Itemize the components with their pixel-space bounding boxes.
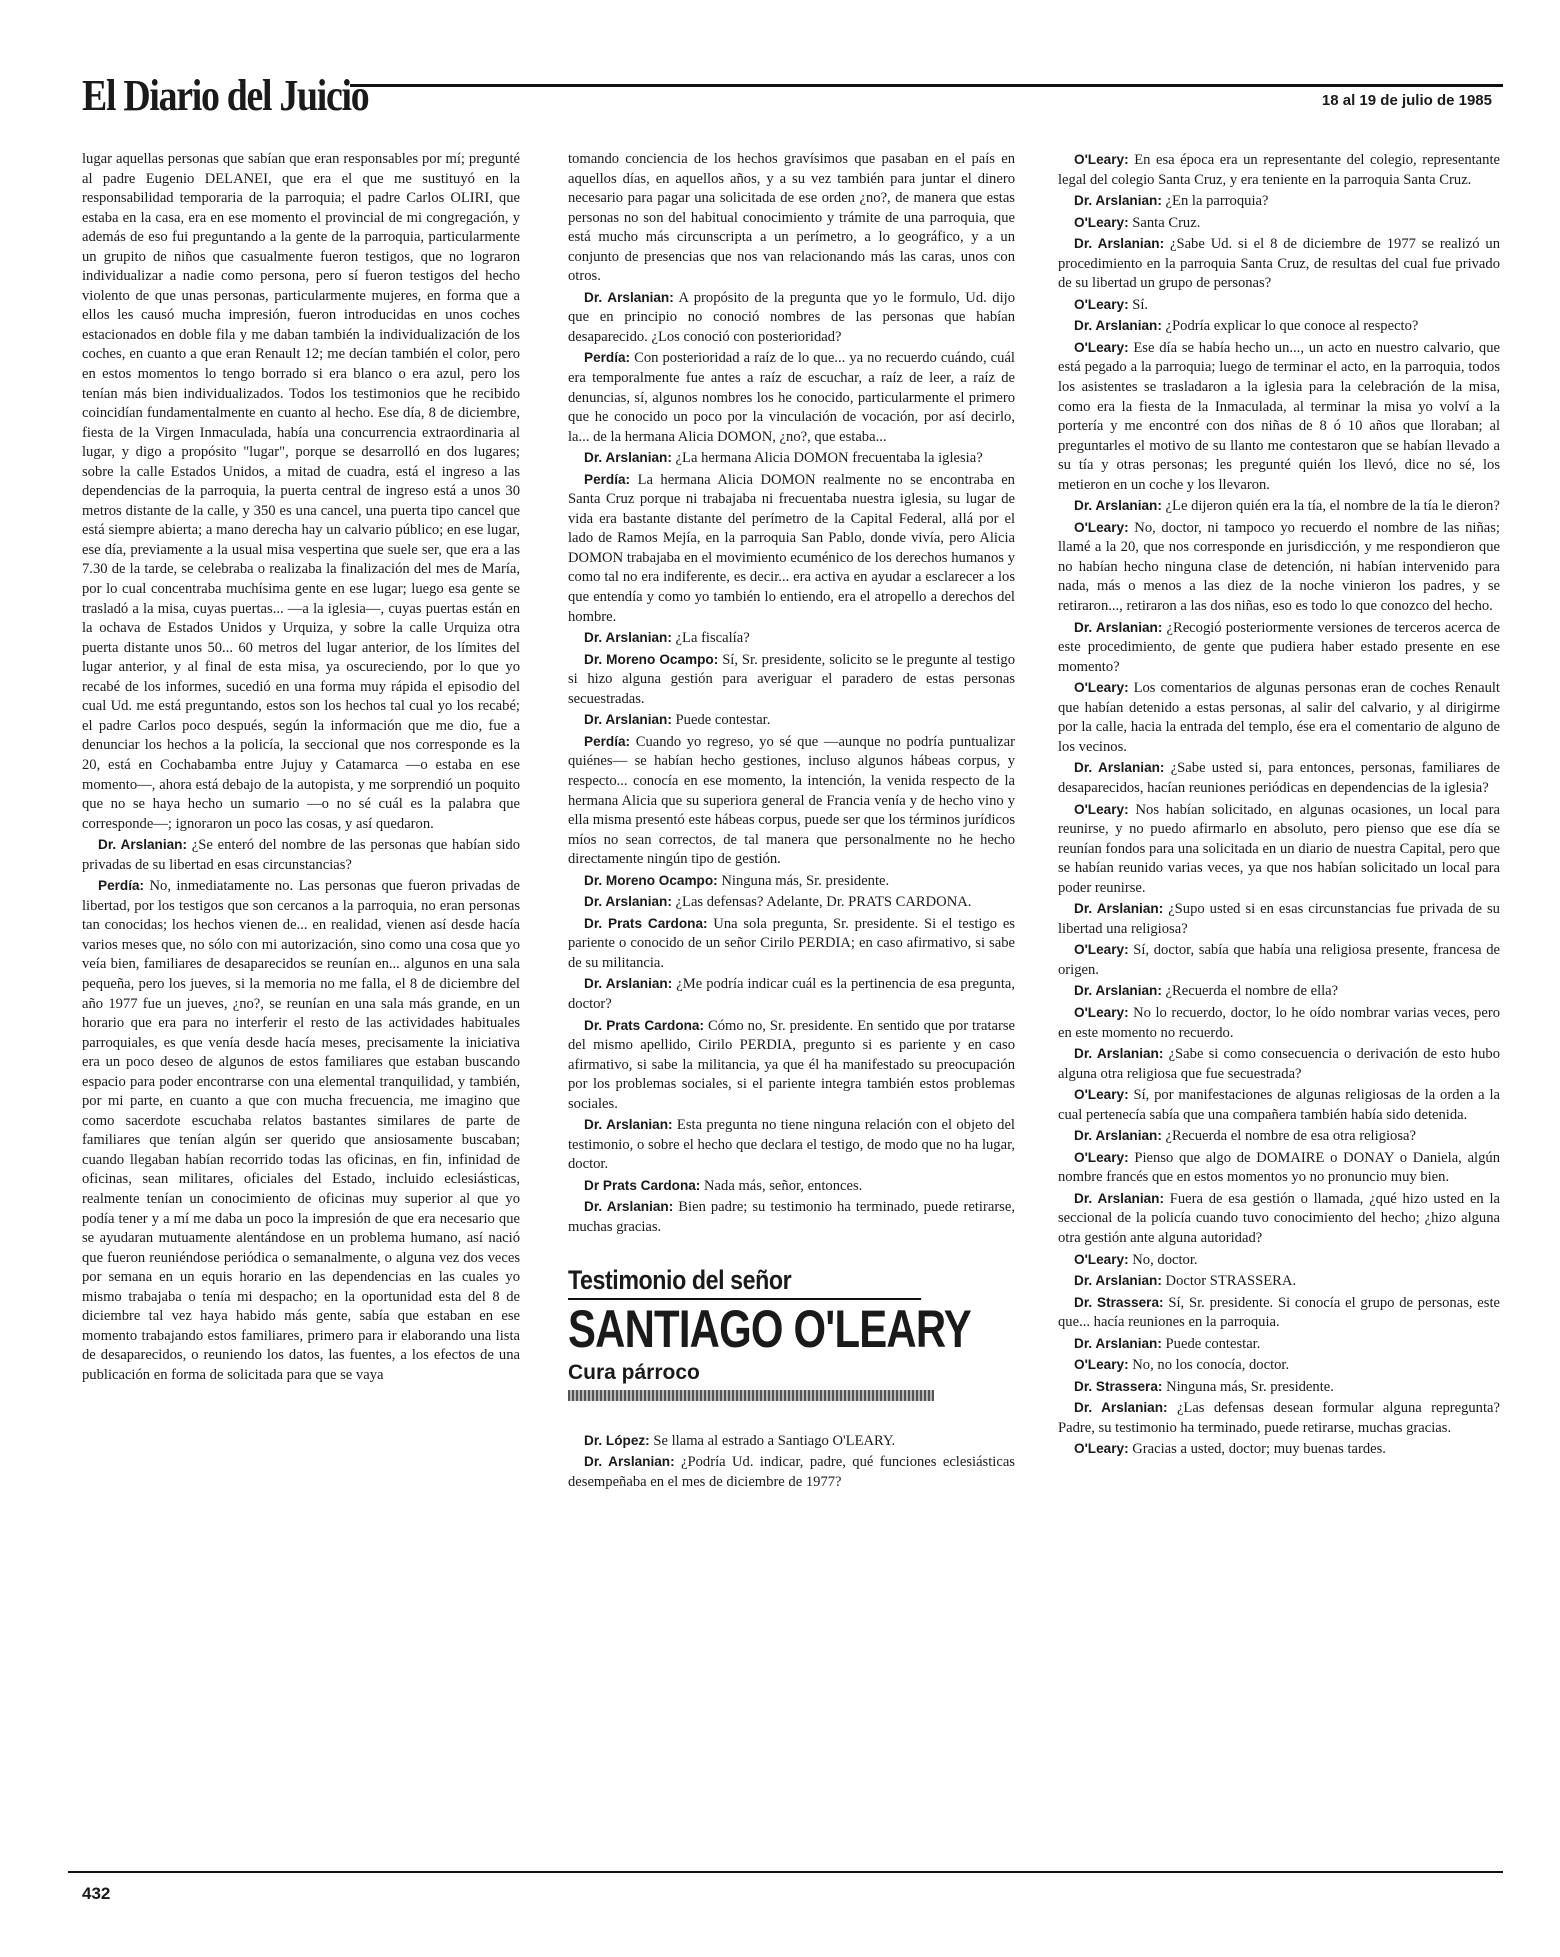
paragraph-text: ¿Las defensas? Adelante, Dr. PRATS CARDONA. — [675, 894, 972, 911]
paragraph — [568, 871, 1015, 892]
masthead: El Diario del Juicio — [82, 71, 369, 120]
paragraph-text: No, doctor, ni tampoco yo recuerdo el nombre de las niñas; llamé a la 20, que nos corresponde en jurisdicción, y me respondieron que no habían hecho ninguna clase de detención, ni habían intervenido para nada, más o menos a las diez de la noche vinieron los padres, y se retiraron..., retiraron a las dos niñas, eso es todo lo que conozco del hecho. — [1058, 519, 1500, 615]
speaker-name: Dr. Arslanian: — [584, 976, 673, 992]
paragraph-text: Bien padre; su testimonio ha terminado, puede retirarse, muchas gracias. — [568, 1199, 1015, 1235]
paragraph — [1058, 800, 1500, 899]
speaker-name: Dr. Arslanian: — [584, 1199, 674, 1215]
paragraph — [1058, 618, 1500, 678]
speaker-name: O'Leary: — [1074, 1251, 1129, 1267]
paragraph — [1058, 1085, 1500, 1125]
paragraph-text: Nada más, señor, entonces. — [704, 1177, 863, 1194]
speaker-name: Perdía: — [98, 878, 145, 894]
paragraph — [568, 914, 1015, 974]
speaker-name: O'Leary: — [1074, 152, 1129, 167]
paragraph-text: ¿Recuerda el nombre de esa otra religiosa? — [1165, 1128, 1416, 1145]
speaker-name: Dr. Strassera: — [1074, 1294, 1164, 1310]
speaker-name: O'Leary: — [1074, 519, 1129, 535]
speaker-name: Dr Prats Cardona: — [584, 1177, 701, 1193]
paragraph — [1058, 1044, 1500, 1084]
paragraph — [1058, 899, 1500, 939]
paragraph — [1058, 1250, 1500, 1271]
paragraph — [1058, 758, 1500, 798]
paragraph — [1058, 316, 1500, 337]
paragraph-text: No, doctor. — [1132, 1251, 1198, 1268]
paragraph-text: Se llama al estrado a Santiago O'LEARY. — [653, 1432, 896, 1449]
paragraph — [568, 1197, 1015, 1237]
speaker-name: Dr. Arslanian: — [584, 712, 672, 728]
paragraph-text: ¿Se enteró del nombre de las personas que habían sido privadas de su libertad en esas circunstancias? — [82, 837, 520, 873]
paragraph-text: ¿Recuerda el nombre de ella? — [1165, 983, 1339, 1000]
paragraph — [1058, 518, 1500, 617]
paragraph-text: Pienso que algo de DOMAIRE o DONAY o Daniela, algún nombre francés que en estos momentos yo no pronuncio muy bien. — [1058, 1149, 1501, 1186]
paragraph-text: Fuera de esa gestión o llamada, ¿qué hizo usted en la seccional de la policía cuando tuvo conocimiento del hecho; ¿hizo alguna otra gestión ante alguna autoridad? — [1058, 1190, 1501, 1246]
paragraph-text: Sí, por manifestaciones de algunas religiosas de la orden a la cual pertenecía sabía que una compañera también había sido detenida. — [1058, 1087, 1500, 1123]
paragraph — [82, 876, 520, 1385]
paragraph-text: Ninguna más, Sr. presidente. — [721, 872, 890, 889]
speaker-name: Dr. Arslanian: — [1074, 983, 1162, 999]
speaker-name: Dr. Arslanian: — [1074, 498, 1162, 514]
paragraph — [1058, 1334, 1500, 1355]
header-rule — [350, 84, 1503, 87]
paragraph — [568, 710, 1015, 731]
paragraph-text: No lo recuerdo, doctor, lo he oído nombrar varias veces, pero en este momento no recuerdo. — [1058, 1004, 1500, 1041]
column-2 — [568, 150, 1015, 1492]
speaker-name: O'Leary: — [1074, 801, 1129, 817]
speaker-name: Dr. Arslanian: — [1074, 619, 1163, 635]
paragraph-text: ¿Podría explicar lo que conoce al respecto? — [1165, 318, 1419, 335]
speaker-name: Dr. Arslanian: — [1074, 1128, 1162, 1144]
paragraph — [568, 1176, 1015, 1197]
paragraph — [568, 892, 1015, 913]
paragraph-text: lugar aquellas personas que sabían que eran responsables por mí; pregunté al padre Eugenio DELANEI, que era el que me sustituyó en la responsabilidad temporaria de la parroquia; el padre Carlos OLIRI, que estaba en la casa, era en ese momento el provincial de mi congregación, y además de eso fui preguntando a la gente de la parroquia, particularmente un grupito de niños que casualmente fueron testigos, que no lograron individualizar a nadie como persona, pero sí fueron testigos del hecho violento de que unas personas, particularmente mujeres, en forma que a ellos les causó mucha impresión, fueron introducidas en unos coches estacionados en doble fila y me daban también la individualización de los coches, en cuanto a que eran Renault 12; me decían también el color, pero en estos momentos lo tengo borrado si era blanco o era azul, pero los tenían más bien individualizados. Todos los testimonios que he recibido coincidían fundamentalmente en cuanto al hecho. Ese día, 8 de diciembre, fiesta de la Virgen Inmaculada, había una concurrencia extraordinaria al lugar, y digo a propósito "lugar", porque se desarrolló en dos lugares; sobre la calle Estados Unidos, a mitad de cuadra, está el ingreso a las dependencias de la parroquia, la puerta central de ingreso está a unos 30 metros distante de la calle, y 350 es una cancel, una puerta tipo cancel que está siempre abierta; a mano derecha hay un calvario público; en ese lugar, ese día, previamente a la usual misa vespertina que suele ser, que era a las 7.30 de la tarde, se celebraba o realizaba la finalización del mes de María, por lo cual concentraba muchísima gente en ese lugar; luego esa gente se trasladó a la misa, cuyas puertas... —a la iglesia—, cuyas puertas están en la ochava de Estados Unidos y Urquiza, y sobre la calle Urquiza otra puerta distante unos 50... 60 metros del lugar anterior, de los límites del lugar anterior, y al final de esta misa, ya oscureciendo, por lo que yo recabé de los informes, sucedió en una forma muy rápida el episodio del cual Ud. me está preguntando, estos son los hechos tal cual yo los recabé; el padre Carlos poco después, según la información que me dio, fue a denunciar los hechos a la policía, la seccional que nos corresponde es la 20, está en Cochabamba entre Jujuy y Catamarca —o estaba en ese momento—, ahora está debajo de la autopista, y me sorprendió un poquito que no se haya hecho un sumario —o no sé cuál es la palabra que corresponde—; ignoraron un poco las cosas, y así quedaron. — [82, 151, 520, 832]
speaker-name: Perdía: — [584, 733, 631, 749]
paragraph — [1058, 1003, 1500, 1043]
paragraph-text: ¿Me podría indicar cuál es la pertinencia de esa pregunta, doctor? — [568, 976, 1015, 1012]
paragraph-text: Doctor STRASSERA. — [1165, 1273, 1297, 1290]
speaker-name: Dr. Arslanian: — [584, 1117, 673, 1133]
paragraph — [1058, 981, 1500, 1002]
paragraph-text: A propósito de la pregunta que yo le formulo, Ud. dijo que en principio no conoció nombres de las personas que habían desaparecido. ¿Los conoció con posterioridad? — [568, 289, 1015, 345]
paragraph-text: ¿Recogió posteriormente versiones de terceros acerca de este procedimiento, de gente que pudiera haber estado presente en ese momento? — [1058, 619, 1500, 675]
paragraph-text: Ese día se había hecho un..., un acto en nuestro calvario, que está pegado a la parroquia; luego de terminar el acto, en la parroquia, todos los asistentes se trasladaron a la iglesia para la celebración de la misa, como era la fiesta de la Inmaculada, al terminar la misa yo volví a la portería y me encontré con dos niñas de 8 ó 10 años que lloraban; al preguntarles el motivo de su llanto me contestaron que se habían llevado a su tía y otras personas; les pregunté quién los llevó, dice no sé, los metieron en un coche y los llevaron. — [1058, 339, 1500, 493]
paragraph-text: Sí, doctor, sabía que había una religiosa presente, francesa de origen. — [1058, 942, 1500, 978]
paragraph-text: ¿Supo usted si en esas circunstancias fue privada de su libertad una religiosa? — [1058, 901, 1500, 937]
paragraph-text: No, inmediatamente no. Las personas que fueron privadas de libertad, por los testigos que son cercanos a la parroquia, no eran personas tan conocidas; los hechos vienen de... en realidad, vienen así desde hacía varios meses que, no sólo con mi autorización, sino como una cosa que yo veía bien, familiares de desaparecidos se reunían en... algunos en una sala pequeña, pero los jueves, si la memoria no me falla, el 8 de diciembre del año 1977 fue un jueves, ¿no?, se reunían en una sala más grande, en un horario que era para no interferir el resto de las actividades habituales parroquiales, es que venía desde hacía meses, precisamente la iniciativa era un poco deseo de algunos de estos familiares que estaban buscando espacio para poder encontrarse con una elemental tranquilidad, y también, por mi parte, en cuanto a que con mucha frecuencia, me imagino que como sacerdote escuchaba relatos bastantes similares de parte de familiares que tenían algún ser querido que ansiosamente buscaban; cuando llegaban habían recorrido todas las oficinas, en fin, infinidad de oficinas, sean militares, oficiales del Estado, incluido eclesiásticas, realmente tenían un conocimiento de oficinas muy superior al que yo podía tener y a mí me daba un poco la impresión de que era necesario que se ayudaran mutuamente alentándose en un problema humano, así nació que fueron reuniéndose periódica o semanalmente, o alguna vez dos veces por semana en un equis horario en las dependencias en las cuales yo mismo trabajaba o tenía mi despacho; en la oportunidad esta del 8 de diciembre tal vez haya habido más gente, sabía que estaban en ese momento trabajando estos familiares, primero para ir elaborando una lista de desaparecidos, o reuniendo los datos, las fuentes, a los efectos de una publicación en forma de solicitada para que se vaya — [82, 878, 520, 1383]
paragraph — [568, 448, 1015, 469]
paragraph — [1058, 1293, 1500, 1333]
speaker-name: Dr. Arslanian: — [1074, 1046, 1164, 1062]
paragraph-text: ¿Las defensas desean formular alguna repregunta? Padre, su testimonio ha terminado, puede retirarse, muchas gracias. — [1058, 1400, 1500, 1436]
paragraph-text: ¿En la parroquia? — [1165, 193, 1269, 210]
paragraph — [568, 1452, 1015, 1492]
paragraph-text: En esa época era un representante del colegio, representante legal del colegio Santa Cruz, y era teniente en la parroquia Santa Cruz. — [1058, 152, 1500, 188]
speaker-name: O'Leary: — [1074, 296, 1129, 312]
speaker-name: Perdía: — [584, 350, 631, 366]
paragraph — [1058, 940, 1500, 980]
speaker-name: Dr. Arslanian: — [1074, 1335, 1162, 1351]
paragraph — [568, 150, 1015, 287]
paragraph — [568, 650, 1015, 710]
speaker-name: Dr. Arslanian: — [1074, 1190, 1164, 1206]
paragraph — [568, 1431, 1015, 1452]
paragraph-text: Puede contestar. — [675, 712, 771, 729]
paragraph — [568, 470, 1015, 627]
witness-name: SANTIAGO O'LEARY — [568, 1299, 971, 1359]
speaker-name: Dr. Strassera: — [1074, 1378, 1163, 1394]
speaker-name: O'Leary: — [1074, 1087, 1129, 1103]
column-3 — [1058, 150, 1500, 1460]
speaker-name: Dr. Arslanian: — [1074, 1400, 1168, 1416]
paragraph — [82, 150, 520, 834]
paragraph — [1058, 1189, 1500, 1249]
paragraph-text: ¿Sabe si como consecuencia o derivación de esto hubo alguna otra religiosa que fue secuestrada? — [1058, 1046, 1500, 1082]
speaker-name: O'Leary: — [1074, 942, 1129, 958]
paragraph-text: Santa Cruz. — [1132, 214, 1201, 231]
speaker-name: O'Leary: — [1074, 1149, 1129, 1165]
paragraph — [1058, 1377, 1500, 1398]
paragraph — [568, 732, 1015, 870]
testimony-kicker: Testimonio del señor — [568, 1264, 792, 1295]
speaker-name: Dr. Arslanian: — [584, 894, 672, 910]
paragraph-text: ¿Le dijeron quién era la tía, el nombre de la tía le dieron? — [1165, 498, 1500, 515]
speaker-name: Dr. Prats Cardona: — [584, 915, 708, 931]
speaker-name: O'Leary: — [1074, 214, 1129, 230]
paragraph — [1058, 1148, 1500, 1188]
paragraph-text: Esta pregunta no tiene ninguna relación con el objeto del testimonio, o sobre el hecho que declara el testigo, de modo que no ha lugar, doctor. — [568, 1117, 1015, 1173]
paragraph-text: Cómo no, Sr. presidente. En sentido que por tratarse del mismo apellido, Cirilo PERDIA, pregunto si es pariente y en caso afirmativo, si sabe la militancia, ya que él ha manifestado su preocupación por los problemas sociales, si el pariente integra también estos problemas sociales. — [568, 1017, 1015, 1112]
speaker-name: O'Leary: — [1074, 680, 1129, 696]
paragraph — [1058, 295, 1500, 316]
paragraph-text: No, no los conocía, doctor. — [1132, 1357, 1290, 1374]
paragraph — [82, 835, 520, 875]
paragraph — [568, 288, 1015, 348]
paragraph — [568, 628, 1015, 649]
paragraph — [568, 974, 1015, 1014]
paragraph — [1058, 150, 1500, 190]
column-2-text — [568, 150, 1015, 1238]
paragraph — [1058, 678, 1500, 757]
speaker-name: Dr. Arslanian: — [584, 450, 672, 466]
paragraph — [1058, 496, 1500, 517]
paragraph — [1058, 213, 1500, 234]
paragraph-text: La hermana Alicia DOMON realmente no se encontraba en Santa Cruz porque ni trabajaba ni frecuentaba nuestra iglesia, su lugar de vida era bastante distante del perímetro de la Capital Federal, allá por el lado de Ramos Mejía, en la parroquia San Pablo, donde vivía, pero Alicia DOMON trabajaba en el movimiento ecuménico de los derechos humanos y como tal no era indiferente, es decir... era activa en ayudar a esclarecer a los que entendía y como yo también lo entiendo, era el atropello a derechos del hombre. — [568, 471, 1015, 625]
paragraph-text: Con posterioridad a raíz de lo que... ya no recuerdo cuándo, cuál era temporalmente fue antes a raíz de escuchar, a raíz de leer, a raíz de denuncias, sí, algunos nombres los he conocido, particularmente el primero que he conocido un poco por la vinculación de vocación, por así decirlo, la... de la hermana Alicia DOMON, ¿no?, que estaba... — [568, 350, 1015, 445]
speaker-name: Dr. Arslanian: — [1074, 193, 1162, 209]
paragraph-text: ¿Sabe Ud. si el 8 de diciembre de 1977 se realizó un procedimiento en la parroquia Santa Cruz, de resultas del cual fue privado de su libertad un grupo de personas? — [1058, 236, 1500, 292]
paragraph-text: Puede contestar. — [1165, 1335, 1261, 1352]
paragraph-text: Ninguna más, Sr. presidente. — [1166, 1378, 1334, 1395]
speaker-name: Dr. Arslanian: — [1074, 1273, 1162, 1289]
speaker-name: Dr. Moreno Ocampo: — [584, 651, 719, 667]
speaker-name: Dr. Arslanian: — [98, 837, 188, 853]
paragraph-text: Una sola pregunta, Sr. presidente. Si el testigo es pariente o conocido de un señor Cirilo PERDIA; en caso afirmativo, si sabe de su militancia. — [568, 915, 1015, 971]
paragraph-text: Gracias a usted, doctor; muy buenas tardes. — [1132, 1441, 1386, 1458]
paragraph-text: Nos habían solicitado, en algunas ocasiones, un local para reunirse, y no puedo afirmarlo en absoluto, pero pienso que ese día se reunían fondos para una solicitada en un diario de nuestra Capital, pero que se habían reunido varias veces, ya que nos habían solicitado un local para poder reunirse. — [1058, 801, 1500, 896]
speaker-name: Perdía: — [584, 471, 631, 487]
paragraph — [568, 348, 1015, 447]
paragraph — [1058, 1271, 1500, 1292]
paragraph-text: Los comentarios de algunas personas eran de coches Renault que habían detenido a estas personas, al salir del calvario, y al dirigirme por la calle, hacia la entrada del templo, ése era el comentario de alguno de los vecinos. — [1058, 680, 1500, 755]
paragraph-text: ¿Podría Ud. indicar, padre, qué funciones eclesiásticas desempeñaba en el mes de diciembre de 1977? — [568, 1454, 1015, 1490]
paragraph-text: ¿La fiscalía? — [675, 630, 750, 647]
paragraph-text: Sí, Sr. presidente, solicito se le pregunte al testigo si hizo alguna gestión para averiguar el paradero de estas personas secuestradas. — [568, 651, 1016, 707]
speaker-name: Dr. Moreno Ocampo: — [584, 872, 718, 888]
paragraph-text: Cuando yo regreso, yo sé que —aunque no podría puntualizar quiénes— se habían hecho gestiones, incluso algunos hábeas corpus, y respecto... conocía en ese momento, la intención, la venida respecto de la hermana Alicia que su superiora general de Francia venía y de hecho vino y ella misma presentó este hábeas corpus, puede ser que los términos jurídicos míos no sean correctos, de tal manera que personalmente no he hecho directamente ningún tipo de gestión. — [568, 733, 1015, 868]
paragraph-text: Sí. — [1132, 296, 1149, 313]
page-number: 432 — [82, 1884, 111, 1903]
paragraph — [1058, 1398, 1500, 1438]
speaker-name: Dr. Arslanian: — [1074, 901, 1164, 917]
speaker-name: O'Leary: — [1074, 339, 1129, 355]
footer-rule — [68, 1871, 1503, 1873]
issue-date: 18 al 19 de julio de 1985 — [1321, 92, 1492, 109]
speaker-name: Dr. Arslanian: — [1074, 760, 1165, 776]
speaker-name: Dr. Arslanian: — [584, 289, 674, 305]
speaker-name: Dr. Arslanian: — [584, 630, 672, 646]
speaker-name: O'Leary: — [1074, 1004, 1129, 1020]
paragraph-text: ¿Sabe usted si, para entonces, personas, familiares de desaparecidos, hacían reuniones periódicas en dependencias de la iglesia? — [1058, 760, 1500, 796]
speaker-name: Dr. López: — [584, 1432, 650, 1448]
testimony-heading-box — [568, 1264, 1015, 1401]
speaker-name: Dr. Arslanian: — [1074, 318, 1162, 334]
paragraph-text: ¿La hermana Alicia DOMON frecuentaba la iglesia? — [675, 450, 983, 467]
paragraph — [1058, 191, 1500, 212]
paragraph — [568, 1016, 1015, 1115]
paragraph — [1058, 1126, 1500, 1147]
witness-role: Cura párroco — [568, 1360, 700, 1384]
paragraph-text: tomando conciencia de los hechos gravísimos que pasaban en el país en aquellos días, en aquellos años, y a su vez también para juntar el dinero necesario para pagar una solicitada de ese orden ¿no?, de manera que estas personas no son del habitual conocimiento y trámite de una parroquia, que está mucho más circunscripta a un perímetro, a lo geográfico, y a un conjunto de presencias que nos van relacionando más las caras, unos con otros. — [568, 151, 1015, 285]
paragraph — [568, 1115, 1015, 1175]
paragraph — [1058, 338, 1500, 495]
speaker-name: Dr. Arslanian: — [584, 1454, 675, 1470]
paragraph — [1058, 1355, 1500, 1376]
speaker-name: O'Leary: — [1074, 1357, 1129, 1373]
paragraph — [1058, 1439, 1500, 1460]
speaker-name: Dr. Arslanian: — [1074, 236, 1165, 252]
heading-pattern-bar — [568, 1390, 934, 1401]
paragraph-text: Sí, Sr. presidente. Si conocía el grupo de personas, este que... hacía reuniones en la parroquia. — [1058, 1294, 1500, 1331]
paragraph — [1058, 234, 1500, 294]
column-1 — [82, 150, 520, 1385]
speaker-name: O'Leary: — [1074, 1441, 1129, 1457]
speaker-name: Dr. Prats Cardona: — [584, 1017, 705, 1033]
column-2-text-after-box — [568, 1431, 1015, 1493]
